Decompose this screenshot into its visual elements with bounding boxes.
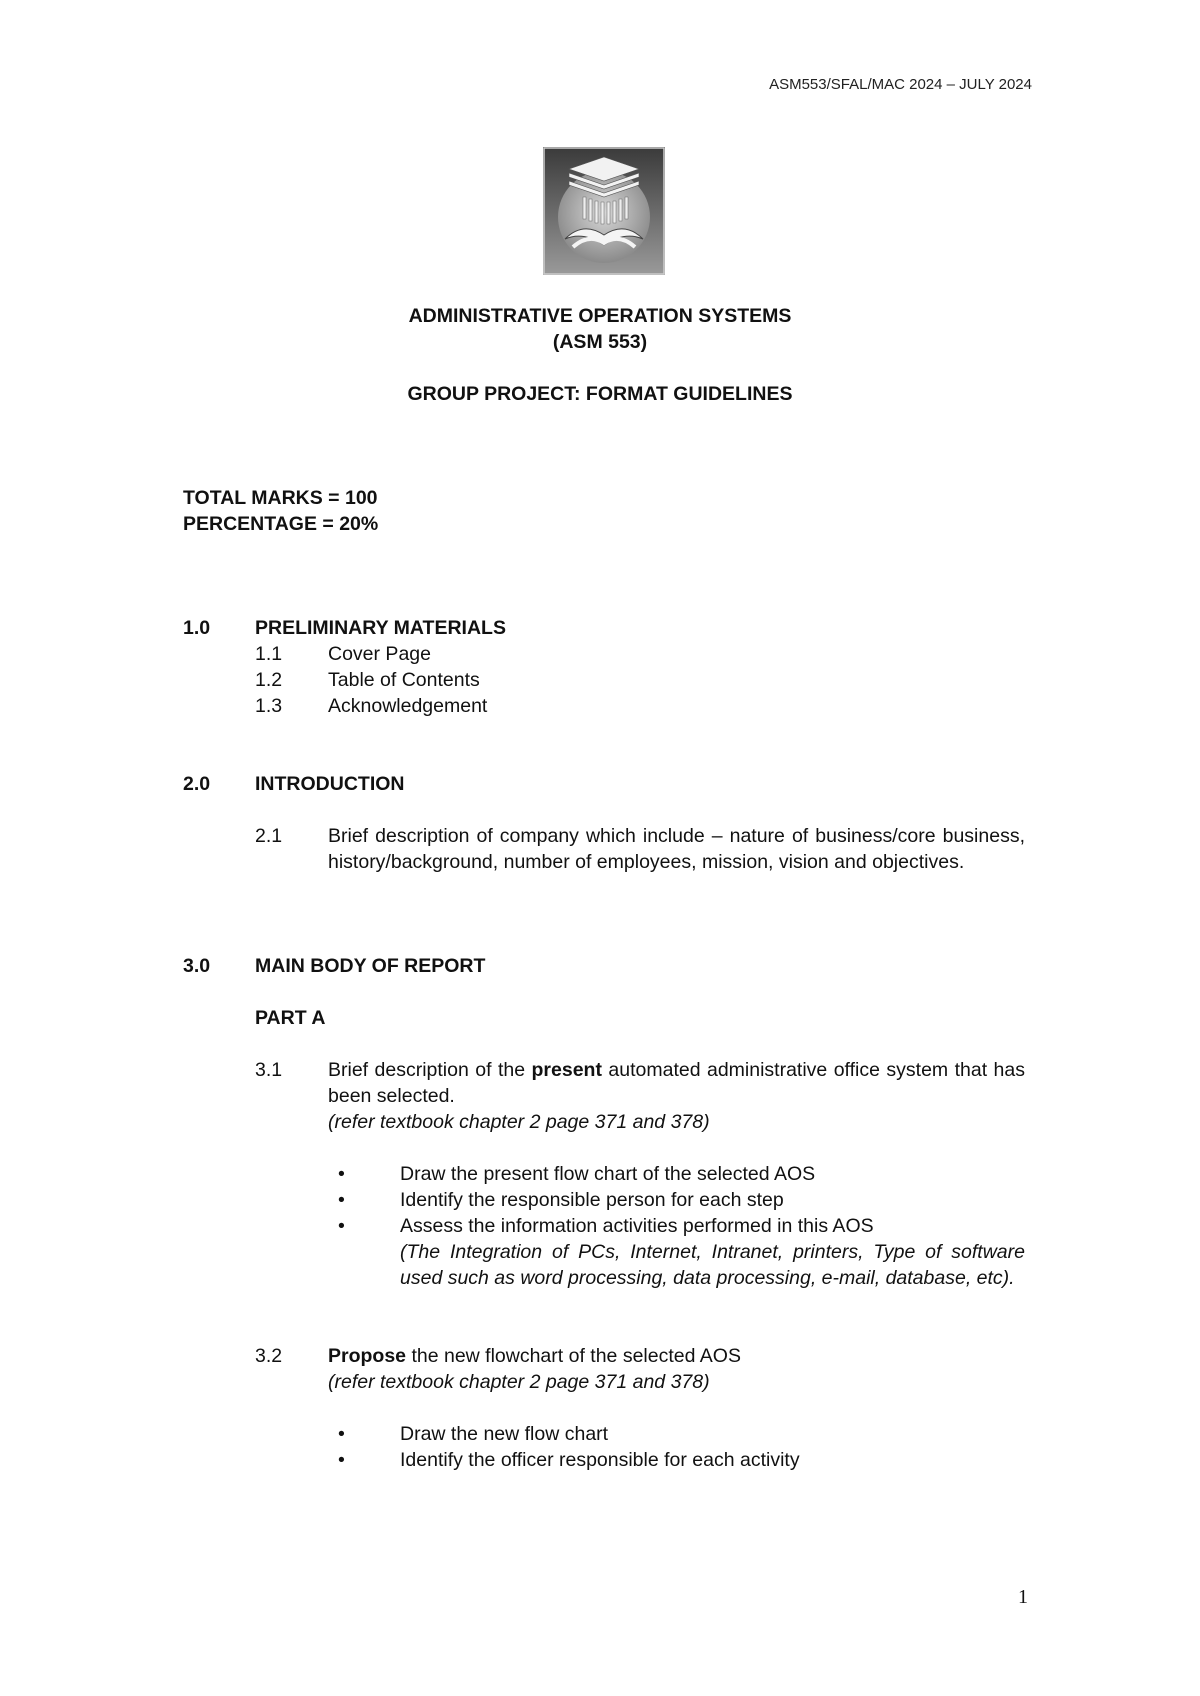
list-item: • Draw the present flow chart of the selected AOS	[338, 1163, 816, 1185]
section-1-heading: PRELIMINARY MATERIALS	[255, 617, 506, 639]
item-3-2-number: 3.2	[255, 1345, 283, 1367]
bullet-icon: •	[338, 1189, 345, 1211]
page-number: 1	[1018, 1586, 1028, 1608]
course-code: (ASM 553)	[552, 331, 648, 353]
header-code: ASM553/SFAL/MAC 2024 – JULY 2024	[769, 76, 1032, 93]
university-crest-icon	[543, 147, 665, 275]
item-1-3-number: 1.3	[255, 695, 283, 717]
percentage: PERCENTAGE = 20%	[183, 513, 379, 535]
item-3-2-text-post: the new flowchart of the selected AOS	[406, 1345, 741, 1367]
item-3-2-bullets	[328, 1421, 1025, 1473]
item-3-1-bullets	[328, 1161, 1025, 1239]
bullet-icon: •	[338, 1215, 345, 1237]
item-1-2-number: 1.2	[255, 669, 283, 691]
bullet-icon: •	[338, 1449, 345, 1471]
section-2-number: 2.0	[183, 773, 211, 795]
item-3-1-number: 3.1	[255, 1059, 283, 1081]
item-2-1-text: Brief description of company which include – nature of business/core business, history/background, number of employees, mission, vision and objectives.	[328, 825, 1025, 873]
item-3-1-bullet-note: (The Integration of PCs, Internet, Intranet, printers, Type of software used such as word processing, data processing, e-mail, database, etc).	[400, 1241, 1025, 1289]
item-1-1-label: Cover Page	[328, 643, 431, 665]
part-a-heading: PART A	[255, 1007, 326, 1029]
item-1-1-number: 1.1	[255, 643, 283, 665]
item-3-1-reference: (refer textbook chapter 2 page 371 and 378)	[328, 1111, 710, 1133]
item-3-2-reference: (refer textbook chapter 2 page 371 and 378)	[328, 1371, 710, 1393]
bullet-icon: •	[338, 1163, 345, 1185]
list-item: • Identify the officer responsible for each activity	[338, 1449, 800, 1471]
list-item: • Draw the new flow chart	[338, 1423, 609, 1445]
item-3-1-text	[328, 1057, 1025, 1109]
total-marks: TOTAL MARKS = 100	[183, 487, 378, 509]
document-subtitle: GROUP PROJECT: FORMAT GUIDELINES	[407, 383, 793, 405]
item-3-1-text-post: automated administrative office system that has been selected.	[328, 1059, 1025, 1107]
item-3-1-text-pre: Brief description of the	[328, 1059, 532, 1081]
section-2-heading: INTRODUCTION	[255, 773, 405, 795]
list-item: • Identify the responsible person for each step	[338, 1189, 784, 1211]
item-1-3-label: Acknowledgement	[328, 695, 488, 717]
bullet-icon: •	[338, 1423, 345, 1445]
item-1-2-label: Table of Contents	[328, 669, 480, 691]
item-3-2-text	[328, 1343, 741, 1369]
section-3-number: 3.0	[183, 955, 211, 977]
item-3-2-text-bold: Propose	[328, 1345, 407, 1367]
item-3-1-text-bold: present	[531, 1059, 602, 1081]
section-3-heading: MAIN BODY OF REPORT	[255, 955, 486, 977]
document-title: ADMINISTRATIVE OPERATION SYSTEMS	[408, 305, 792, 327]
list-item: • Assess the information activities performed in this AOS	[338, 1215, 874, 1237]
item-2-1-number: 2.1	[255, 825, 283, 847]
section-1-number: 1.0	[183, 617, 211, 639]
